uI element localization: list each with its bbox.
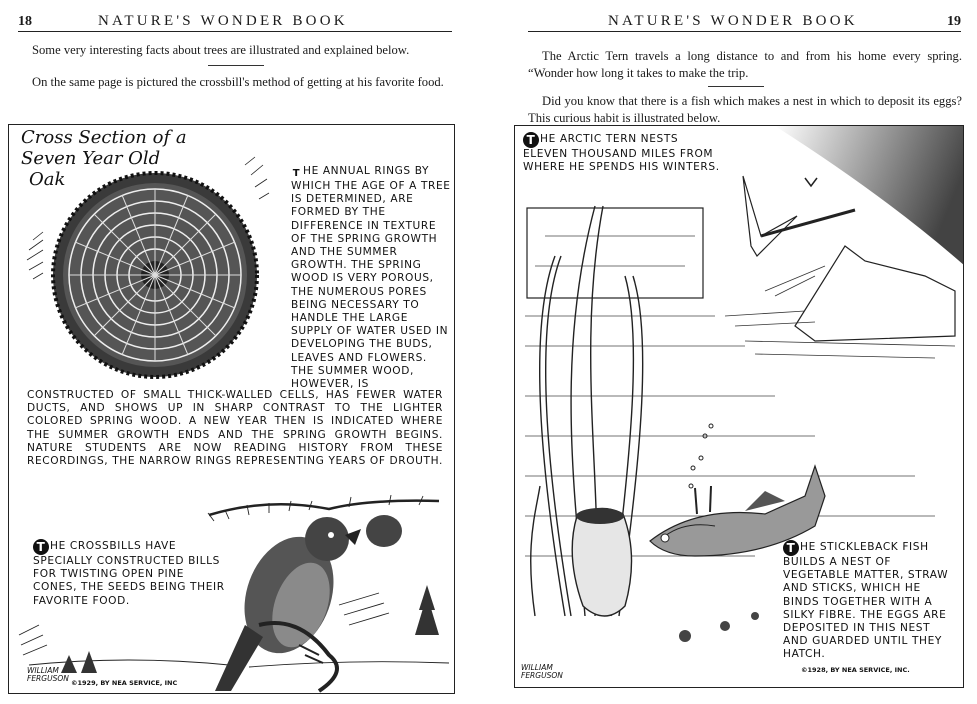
tern-text: T HE ARCTIC TERN NESTS ELEVEN THOUSAND MILES FROM WHERE HE SPENDS HIS WINTERS. — [523, 133, 720, 174]
page-number: 18 — [18, 14, 32, 29]
running-title: NATURE'S WONDER BOOK — [608, 13, 858, 29]
intro-text — [528, 48, 962, 127]
intro-paragraph: Did you know that there is a fish which makes a nest in which to deposit its eggs? This curious habit is illustrated below. — [528, 94, 962, 125]
panel-title: Cross Section of a Seven Year Old Oak — [21, 127, 187, 190]
dropcap-t: T — [292, 168, 301, 179]
tree-cross-section-illustration — [15, 155, 285, 395]
stickleback-text: T HE STICKLEBACK FISH BUILDS A NEST OF VEGETABLE MATTER, STRAW AND STICKS, WHICH HE BINDS TOGETHER WITH A SILKY FIBRE. THE EGGS ARE DEPOSITED IN THIS NEST AND GUARDED UNTIL THEY HATCH. — [783, 541, 949, 661]
crossbill-text: T HE CROSSBILLS HAVE SPECIALLY CONSTRUCTED BILLS FOR TWISTING OPEN PINE CONES, THE SEEDS BEING THEIR FAVORITE FOOD. — [33, 540, 225, 607]
rings-text-wide: CONSTRUCTED OF SMALL THICK-WALLED CELLS, HAS FEWER WATER DUCTS, AND SHOWS UP IN SHARP CONTRAST TO THE LIGHTER COLORED SPRING WOOD. A NEW YEAR THEN IS INDICATED WHERE THE SUMMER GROWTH ENDS AND THE SPRING GROWTH BEGINS. NATURE STUDENTS ARE NOW READING HISTORY FROM THESE RECORDINGS, THE NARROW RINGS REPRESENTING YEARS OF DROUTH. — [27, 389, 443, 468]
dropcap-t: T — [33, 539, 49, 555]
intro-text — [18, 42, 454, 91]
intro-paragraph: The Arctic Tern travels a long distance to and from his home every spring. “Wonder how long it takes to make the trip. — [528, 49, 962, 80]
page-number: 19 — [947, 14, 961, 29]
artist-signature: WILLIAM FERGUSON — [27, 666, 69, 683]
left-page — [0, 0, 488, 704]
artist-signature: WILLIAM FERGUSON — [521, 663, 563, 680]
dropcap-t: T — [523, 132, 539, 148]
illustration-panel-trees — [8, 124, 455, 694]
divider — [208, 65, 264, 66]
right-page — [488, 0, 977, 704]
divider — [708, 86, 764, 87]
intro-paragraph: Some very interesting facts about trees are illustrated and explained below. — [32, 43, 410, 57]
copyright-credit: ©1929, BY NEA SERVICE, INC — [71, 679, 178, 687]
copyright-credit: ©1928, BY NEA SERVICE, INC. — [801, 666, 910, 674]
intro-paragraph: On the same page is pictured the crossbill's method of getting at his favorite food. — [32, 75, 444, 89]
running-head — [528, 10, 961, 32]
crossbill-illustration — [9, 495, 455, 694]
running-title: NATURE'S WONDER BOOK — [98, 13, 348, 29]
running-head — [18, 10, 452, 32]
illustration-panel-animals — [514, 125, 964, 688]
dropcap-t: T — [783, 540, 799, 556]
rings-text-narrow: T HE ANNUAL RINGS BY WHICH THE AGE OF A TREE IS DETERMINED, ARE FORMED BY THE DIFFERENCE IN TEXTURE OF THE SPRING GROWTH AND THE SUMMER GROWTH. THE SPRING WOOD IS VERY POROUS, THE NUMEROUS PORES BEING NECESSARY TO HANDLE THE LARGE SUPPLY OF WATER USED IN DEVELOPING THE BUDS, LEAVES AND FLOWERS. THE SUMMER WOOD, HOWEVER, IS — [291, 165, 451, 391]
